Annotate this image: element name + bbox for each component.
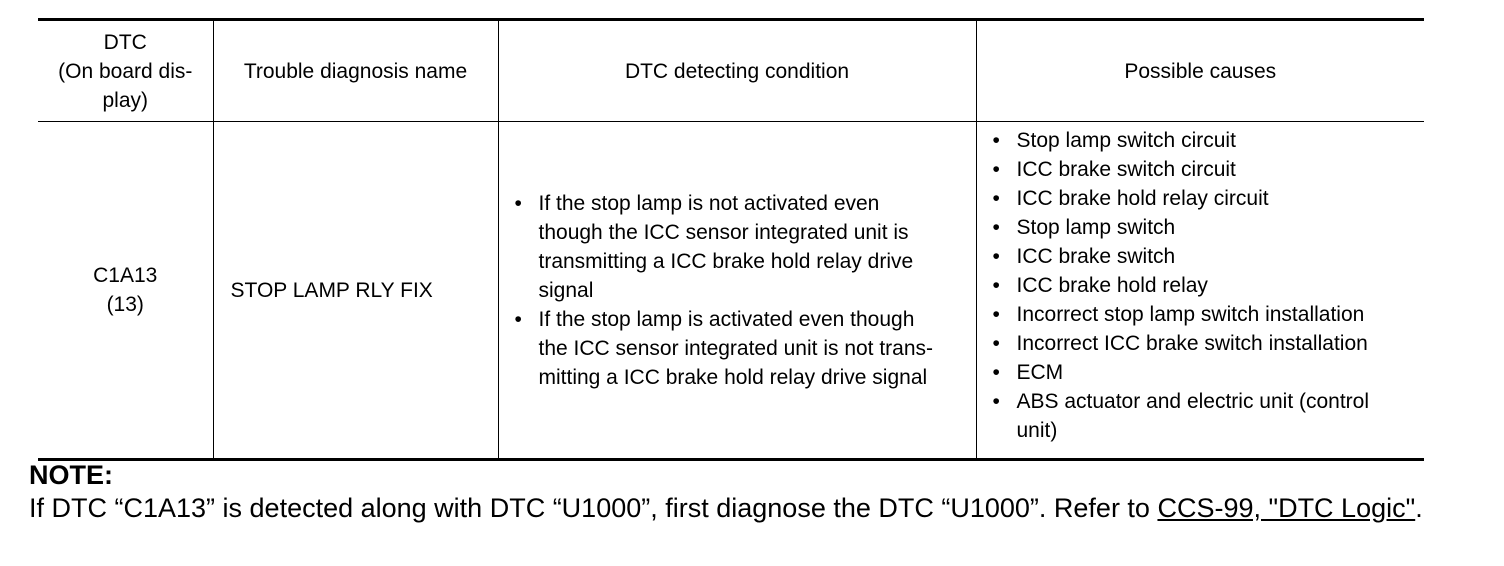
list-item: • ABS actuator and electric unit (control unit)	[977, 387, 1425, 445]
note-body: If DTC “C1A13” is detected along with DTC “U1000”, first diagnose the DTC “U1000”. Refer to	[29, 493, 1158, 523]
list-item: • Incorrect ICC brake switch installation	[977, 329, 1425, 358]
list-item: • If the stop lamp is not activated even though the ICC sensor integrated unit is transmitting a ICC brake hold relay drive signal	[499, 189, 976, 305]
header-dtc-line: play)	[102, 88, 149, 112]
causes-list	[977, 126, 1425, 445]
cell-dtc-code	[38, 122, 213, 460]
list-item: • ICC brake hold relay	[977, 271, 1425, 300]
list-item: • ICC brake switch	[977, 242, 1425, 271]
header-dtc-line: DTC	[103, 30, 147, 54]
header-trouble-diagnosis-name: Trouble diagnosis name	[213, 20, 498, 122]
header-dtc	[38, 20, 213, 122]
condition-list	[499, 189, 976, 392]
dtc-table	[38, 18, 1424, 461]
note-title: NOTE:	[29, 460, 113, 490]
header-dtc-detecting-condition: DTC detecting condition	[498, 20, 976, 122]
list-item: • Incorrect stop lamp switch installation	[977, 300, 1425, 329]
cell-detecting-condition	[498, 122, 976, 460]
dtc-display: (13)	[106, 293, 144, 316]
note-text	[29, 492, 1479, 525]
list-item: • ICC brake hold relay circuit	[977, 184, 1425, 213]
list-item: • ECM	[977, 358, 1425, 387]
header-possible-causes: Possible causes	[976, 20, 1424, 122]
note-end: .	[1415, 493, 1423, 523]
table-header-row	[38, 20, 1424, 122]
ccs-99-dtc-logic-link[interactable]: CCS-99, "DTC Logic"	[1157, 493, 1416, 523]
table-row	[38, 122, 1424, 460]
note-block	[29, 459, 1479, 525]
list-item: • Stop lamp switch circuit	[977, 126, 1425, 155]
list-item: • Stop lamp switch	[977, 213, 1425, 242]
list-item: • ICC brake switch circuit	[977, 155, 1425, 184]
header-dtc-line: (On board dis-	[58, 59, 193, 83]
list-item: • If the stop lamp is activated even though the ICC sensor integrated unit is not trans- mitting a ICC brake hold relay drive signal	[499, 305, 976, 392]
dtc-code: C1A13	[93, 264, 158, 287]
cell-trouble-name: STOP LAMP RLY FIX	[213, 122, 498, 460]
cell-possible-causes	[976, 122, 1424, 460]
